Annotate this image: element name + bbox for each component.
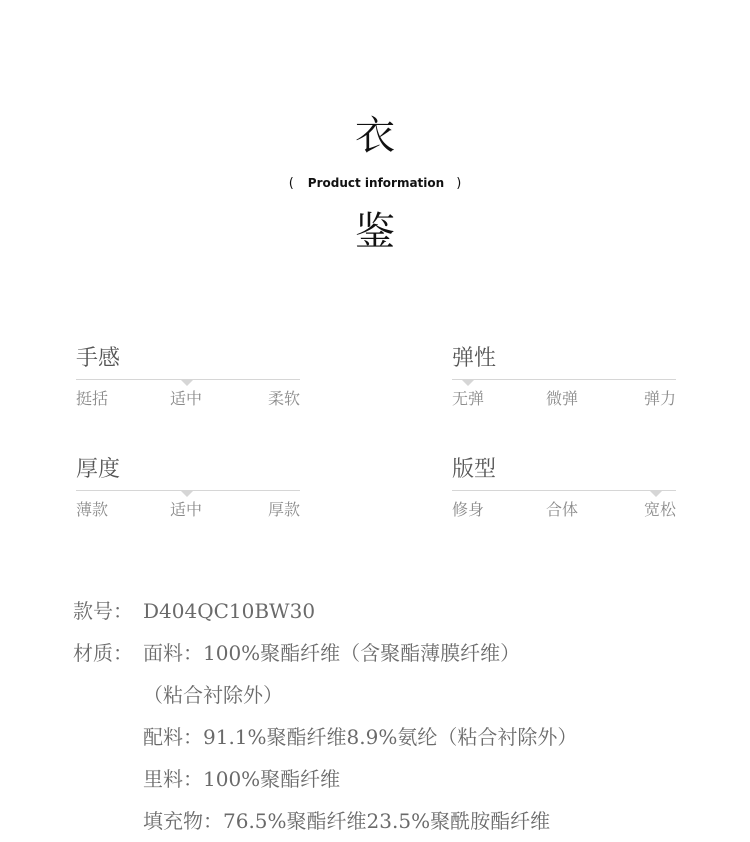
scale-line xyxy=(452,490,676,491)
fabric-text: 面料：100%聚酯纤维（含聚酯薄膜纤维） xyxy=(143,641,521,665)
accessory-text: 配料：91.1%聚酯纤维8.9%氨纶（粘合衬除外） xyxy=(143,725,578,749)
style-number-row xyxy=(73,590,713,632)
fabric-note-row xyxy=(73,674,713,716)
option-label: 厚款 xyxy=(267,500,300,519)
attribute-name: 手感 xyxy=(76,346,121,371)
filling-text: 填充物：76.5%聚酯纤维23.5%聚酰胺酯纤维 xyxy=(143,809,551,833)
selected-marker-icon xyxy=(462,380,474,386)
option-label: 适中 xyxy=(170,389,203,408)
attribute-elasticity xyxy=(452,345,676,415)
option-label: 合体 xyxy=(546,500,579,519)
material-row xyxy=(73,632,713,674)
attribute-name: 厚度 xyxy=(76,457,121,482)
lining-row xyxy=(73,758,713,800)
product-details xyxy=(73,590,713,842)
attribute-name: 弹性 xyxy=(452,346,497,371)
material-label: 材质： xyxy=(73,641,133,665)
attribute-hand-feel xyxy=(76,345,300,415)
attribute-name: 版型 xyxy=(452,457,497,482)
attribute-fit xyxy=(452,456,676,526)
option-label: 适中 xyxy=(170,500,203,519)
option-label: 宽松 xyxy=(643,500,676,519)
filling-row xyxy=(73,800,713,842)
title-char-bottom: 鉴 xyxy=(355,209,395,255)
option-label: 薄款 xyxy=(76,500,109,519)
option-label: 无弹 xyxy=(452,389,485,408)
style-number-value: D404QC10BW30 xyxy=(143,599,316,623)
attribute-thickness xyxy=(76,456,300,526)
title-char-top: 衣 xyxy=(355,113,395,159)
subtitle-text: Product information xyxy=(307,176,445,190)
selected-marker-icon xyxy=(181,491,193,497)
option-label: 柔软 xyxy=(267,389,300,408)
style-number-label: 款号： xyxy=(73,599,133,623)
option-label: 弹力 xyxy=(643,389,676,408)
subtitle-close-paren: ) xyxy=(456,176,462,191)
option-label: 微弹 xyxy=(546,389,579,408)
scale-line xyxy=(452,379,676,380)
option-label: 修身 xyxy=(452,500,485,519)
selected-marker-icon xyxy=(181,380,193,386)
fabric-note-text: （粘合衬除外） xyxy=(143,683,283,707)
selected-marker-icon xyxy=(650,491,662,497)
lining-text: 里料：100%聚酯纤维 xyxy=(143,767,341,791)
subtitle-open-paren: ( xyxy=(288,176,294,191)
accessory-row xyxy=(73,716,713,758)
option-label: 挺括 xyxy=(76,389,109,408)
subtitle xyxy=(0,176,750,191)
